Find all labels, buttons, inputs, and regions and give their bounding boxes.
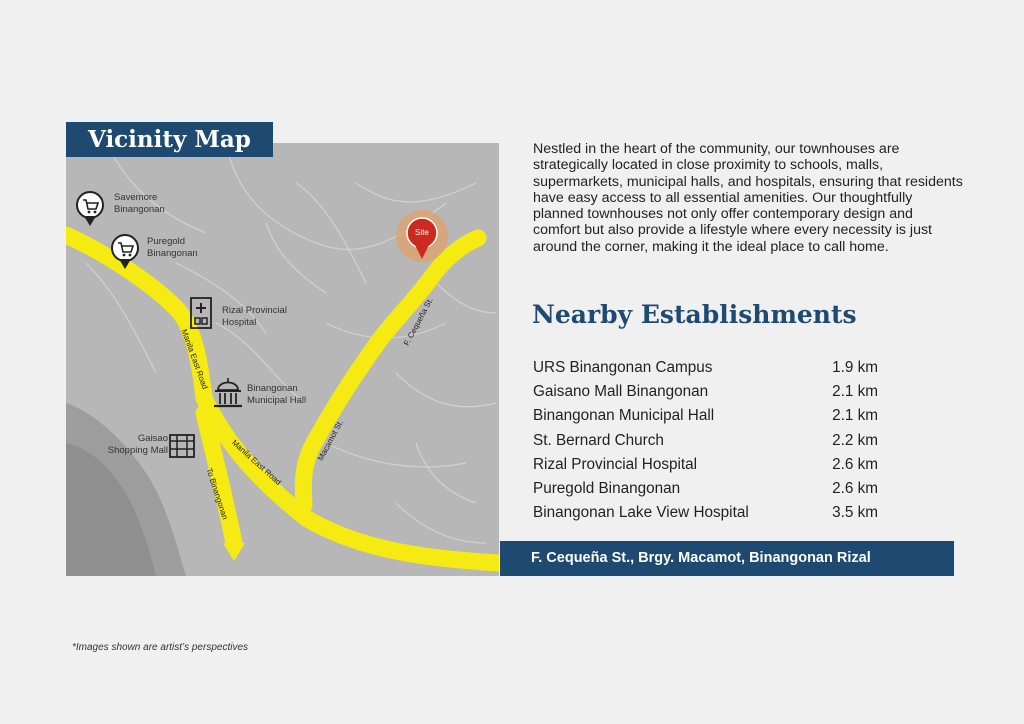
- establishment-distance: 2.6 km: [832, 480, 878, 498]
- establishment-distance: 1.9 km: [832, 359, 878, 376]
- footnote: *Images shown are artist’s perspectives: [72, 642, 249, 653]
- establishment-distance: 2.1 km: [832, 407, 878, 425]
- list-item: [533, 356, 878, 380]
- establishment-name: St. Bernard Church: [533, 431, 664, 449]
- site-label: Site: [415, 228, 429, 237]
- establishment-name: Puregold Binangonan: [533, 480, 681, 498]
- establishment-name: URS Binangonan Campus: [533, 359, 713, 376]
- road-label-manila-east-1: Manila East Road: [179, 328, 210, 391]
- poi-gaisao: Gaisao Shopping Mall: [107, 433, 168, 456]
- list-item: [533, 429, 878, 453]
- shopping-mall-icon: [167, 432, 197, 460]
- road-label-to-binangonan: To Binangonan: [204, 467, 230, 521]
- road-label-macamot: Macamot St.: [316, 418, 346, 463]
- establishment-name: Gaisano Mall Binangonan: [533, 383, 709, 401]
- establishment-name: Binangonan Municipal Hall: [533, 407, 715, 425]
- establishment-distance: 2.2 km: [832, 431, 878, 449]
- poi-hospital: Rizal Provincial Hospital: [222, 305, 287, 328]
- list-item: [533, 501, 878, 525]
- poi-savemore: Savemore Binangonan: [114, 192, 165, 215]
- establishment-name: Rizal Provincial Hospital: [533, 455, 698, 473]
- road-label-f-cequena: F. Cequeña St.: [402, 296, 435, 348]
- hospital-icon: [187, 296, 215, 330]
- establishment-distance: 2.1 km: [832, 383, 878, 401]
- establishment-name: Binangonan Lake View Hospital: [533, 504, 749, 522]
- road-label-manila-east-2: Manila East Road: [229, 438, 283, 487]
- poi-puregold: Puregold Binangonan: [147, 236, 198, 259]
- list-item: [533, 404, 878, 428]
- vicinity-map: [66, 143, 499, 576]
- establishment-list: [533, 356, 878, 525]
- list-item: [533, 453, 878, 477]
- address-banner: F. Cequeña St., Brgy. Macamot, Binangonan Rizal: [500, 541, 954, 576]
- map-title: Vicinity Map: [66, 122, 273, 157]
- list-item: [533, 380, 878, 404]
- nearby-heading: Nearby Establishments: [532, 300, 857, 329]
- poi-municipal: Binangonan Municipal Hall: [247, 383, 307, 406]
- municipal-hall-icon: [212, 376, 244, 410]
- description-text: Nestled in the heart of the community, our townhouses are strategically located in close proximity to schools, malls, supermarkets, municipal halls, and hospitals, ensuring that residents have easy access to all essential amenities. Our thoughtfully planned townhouses not only offer contemporary design and comfort but also provide a lifestyle where every necessity is just around the corner, making it the ideal place to call home.: [533, 141, 963, 255]
- list-item: [533, 477, 878, 501]
- establishment-distance: 3.5 km: [832, 504, 878, 522]
- establishment-distance: 2.6 km: [832, 455, 878, 473]
- shopping-cart-icon: [75, 190, 105, 230]
- shopping-cart-icon: [110, 233, 140, 273]
